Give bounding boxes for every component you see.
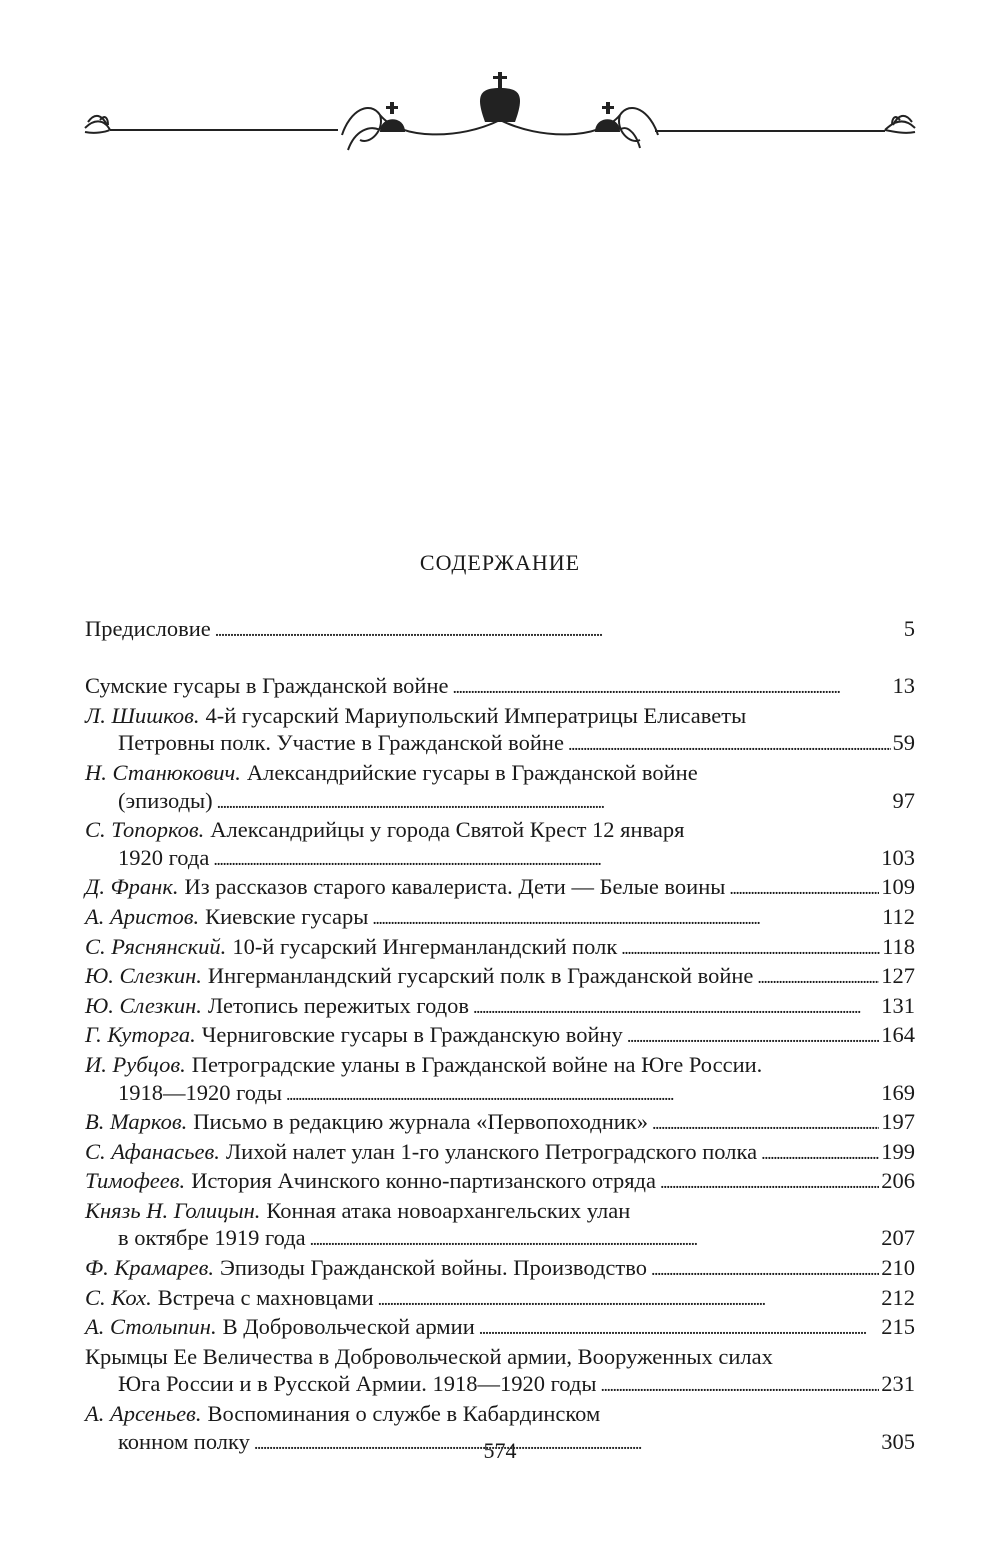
table-of-contents — [85, 615, 915, 1457]
entry-title: История Ачинского конно-партизанского отряда — [191, 1168, 656, 1194]
entry-title: 1918—1920 годы — [118, 1079, 282, 1105]
toc-entry-line — [85, 759, 915, 787]
dot-leader — [213, 844, 879, 874]
entry-title: Из рассказов старого кавалериста. Дети — Белые воины — [184, 874, 726, 900]
dot-leader — [660, 1167, 879, 1197]
toc-entry-line — [85, 615, 915, 645]
toc-entry-line — [85, 933, 915, 963]
dot-leader — [652, 1108, 879, 1138]
entry-page-number: 199 — [881, 1138, 915, 1164]
entry-title: В Добровольческой армии — [222, 1314, 475, 1340]
toc-entry — [85, 1254, 915, 1284]
entry-page-number: 13 — [892, 673, 915, 699]
entry-title: 1920 года — [118, 844, 210, 870]
page-number: 574 — [483, 1438, 517, 1463]
entry-author: С. Ряснянский. — [85, 933, 227, 959]
entry-page-number: 206 — [881, 1168, 915, 1194]
entry-title: Предисловие — [85, 616, 211, 641]
entry-title: в октябре 1919 года — [118, 1225, 306, 1251]
entry-title: Эпизоды Гражданской войны. Производство — [220, 1255, 647, 1281]
entry-author: Тимофеев. — [85, 1168, 186, 1194]
entry-page-number: 305 — [881, 1428, 915, 1454]
entry-title: Черниговские гусары в Гражданскую войну — [201, 1022, 623, 1048]
toc-entry — [85, 1021, 915, 1051]
dot-leader — [627, 1021, 879, 1051]
entry-page-number: 118 — [882, 933, 915, 959]
toc-entry-line — [85, 962, 915, 992]
entry-page-number: 207 — [881, 1225, 915, 1251]
entry-page-number: 103 — [881, 844, 915, 870]
page-title: СОДЕРЖАНИЕ — [419, 550, 581, 575]
dot-leader — [479, 1313, 879, 1343]
toc-entry-line — [85, 1138, 915, 1168]
toc-entry-line — [85, 1343, 915, 1371]
entry-author: С. Афанасьев. — [85, 1138, 220, 1164]
entry-page-number: 212 — [881, 1284, 915, 1310]
entry-page-number: 231 — [881, 1371, 915, 1397]
entry-page-number: 169 — [881, 1079, 915, 1105]
entry-title: Петроградские уланы в Гражданской войне на Юге России. — [191, 1051, 763, 1077]
toc-entry — [85, 1167, 915, 1197]
dot-leader — [286, 1079, 879, 1109]
dot-leader — [217, 787, 891, 817]
entry-author: Князь Н. Голицын. — [85, 1197, 261, 1223]
entry-author: Ю. Слезкин. — [85, 992, 202, 1018]
toc-entry-line — [85, 1254, 915, 1284]
toc-entry — [85, 1051, 915, 1108]
dot-leader — [621, 933, 880, 963]
toc-entry-line — [85, 1224, 915, 1254]
entry-title: Лихой налет улан 1-го уланского Петроградского полка — [225, 1138, 758, 1164]
dot-leader — [600, 1370, 879, 1400]
toc-entry-line — [85, 787, 915, 817]
dot-leader — [453, 672, 891, 702]
entry-title: 4-й гусарский Мариупольский Императрицы Елисаветы — [205, 702, 747, 728]
toc-entry-line — [85, 1400, 915, 1428]
entry-title: Встреча с махновцами — [157, 1284, 374, 1310]
toc-entry-line — [85, 729, 915, 759]
entry-author: С. Кох. — [85, 1284, 152, 1310]
toc-entry-line — [85, 702, 915, 730]
dot-leader — [372, 903, 880, 933]
toc-entry-line — [85, 1167, 915, 1197]
entry-author: В. Марков. — [85, 1109, 188, 1135]
toc-entry — [85, 962, 915, 992]
entry-author: А. Столыпин. — [85, 1314, 217, 1340]
entry-title: Крымцы Ее Величества в Добровольческой армии, Вооруженных силах — [85, 1343, 773, 1369]
entry-title: Сумские гусары в Гражданской войне — [85, 673, 449, 699]
toc-entry-line — [85, 1108, 915, 1138]
toc-entry-line — [85, 1284, 915, 1314]
dot-leader — [757, 962, 879, 992]
toc-entry — [85, 1108, 915, 1138]
entry-title: 10-й гусарский Ингерманландский полк — [232, 933, 618, 959]
toc-entry-line — [85, 844, 915, 874]
toc-entry-line — [85, 1051, 915, 1079]
dot-leader — [310, 1224, 880, 1254]
dot-leader — [761, 1138, 879, 1168]
toc-entry — [85, 992, 915, 1022]
toc-entry — [85, 1138, 915, 1168]
entry-title: Конная атака новоархангельских улан — [266, 1197, 631, 1223]
toc-entry-line — [85, 873, 915, 903]
toc-entry-line — [85, 672, 915, 702]
dot-leader — [473, 992, 879, 1022]
dot-leader — [651, 1254, 879, 1284]
dot-leader — [568, 729, 891, 759]
toc-entry — [85, 1343, 915, 1400]
toc-entry — [85, 933, 915, 963]
entry-page-number: 112 — [882, 903, 915, 929]
toc-entry — [85, 615, 915, 645]
toc-entry-line — [85, 903, 915, 933]
toc-entry-line — [85, 816, 915, 844]
entry-title: Киевские гусары — [205, 903, 369, 929]
toc-entry — [85, 1313, 915, 1343]
dot-leader — [378, 1284, 880, 1314]
crowns-ribbon-ornament — [80, 70, 920, 160]
toc-entry-line — [85, 1079, 915, 1109]
entry-page-number: 197 — [881, 1109, 915, 1135]
entry-title: (эпизоды) — [118, 787, 213, 813]
toc-entry — [85, 672, 915, 702]
entry-page-number: 215 — [881, 1314, 915, 1340]
entry-author: И. Рубцов. — [85, 1051, 186, 1077]
toc-entry-line — [85, 992, 915, 1022]
toc-entry-line — [85, 1197, 915, 1225]
entry-author: Ф. Крамарев. — [85, 1255, 215, 1281]
entry-title: Письмо в редакцию журнала «Первопоходник» — [193, 1109, 648, 1135]
entry-title: Юга России и в Русской Армии. 1918—1920 годы — [118, 1371, 597, 1397]
dot-leader — [215, 615, 902, 645]
entry-title: Воспоминания о службе в Кабардинском — [207, 1401, 601, 1427]
entry-page-number: 5 — [903, 616, 915, 641]
entry-author: С. Топорков. — [85, 817, 205, 843]
entry-author: Д. Франк. — [85, 874, 179, 900]
dot-leader — [729, 873, 879, 903]
toc-entry — [85, 873, 915, 903]
entry-title: Александрийцы у города Святой Крест 12 января — [210, 817, 685, 843]
entry-page-number: 164 — [881, 1022, 915, 1048]
toc-entry — [85, 702, 915, 759]
entry-title: Ингерманландский гусарский полк в Гражданской войне — [207, 963, 754, 989]
entry-author: А. Аристов. — [85, 903, 200, 929]
toc-entry — [85, 1284, 915, 1314]
toc-entry — [85, 816, 915, 873]
toc-entry-line — [85, 1313, 915, 1343]
toc-entry-line — [85, 1370, 915, 1400]
entry-page-number: 59 — [892, 730, 915, 756]
toc-entry — [85, 759, 915, 816]
entry-page-number: 97 — [892, 787, 915, 813]
entry-author: Л. Шишков. — [85, 702, 200, 728]
toc-entry-line — [85, 1021, 915, 1051]
entry-page-number: 127 — [881, 963, 915, 989]
entry-author: А. Арсеньев. — [85, 1401, 202, 1427]
entry-page-number: 109 — [881, 874, 915, 900]
entry-title: Петровны полк. Участие в Гражданской войне — [118, 730, 564, 756]
entry-author: Ю. Слезкин. — [85, 963, 202, 989]
toc-entry — [85, 903, 915, 933]
entry-title: Александрийские гусары в Гражданской войне — [246, 759, 698, 785]
entry-author: Н. Станюкович. — [85, 759, 241, 785]
entry-page-number: 131 — [881, 992, 915, 1018]
entry-title: Летопись пережитых годов — [207, 992, 469, 1018]
entry-page-number: 210 — [881, 1255, 915, 1281]
toc-entry — [85, 1197, 915, 1254]
entry-author: Г. Куторга. — [85, 1022, 196, 1048]
entry-title: конном полку — [118, 1428, 250, 1454]
